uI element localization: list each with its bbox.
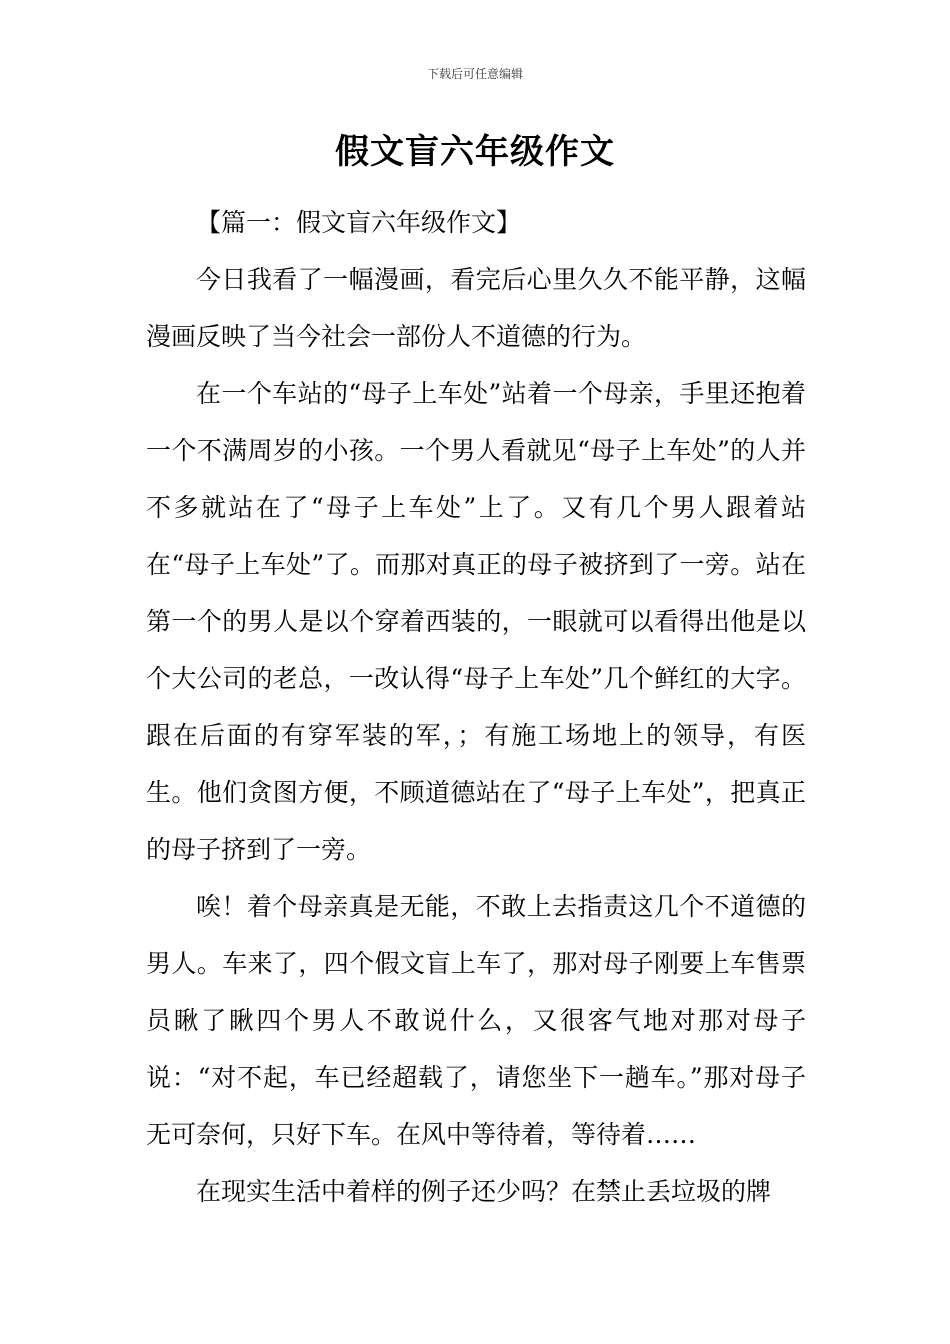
- paragraph-2: 在一个车站的“母子上车处”站着一个母亲，手里还抱着一个不满周岁的小孩。一个男人看就见“母子上车处”的人并不多就站在了“母子上车处”上了。又有几个男人跟着站在“母子上车处”了。而那对真正的母子被挤到了一旁。站在第一个的男人是以个穿着西装的，一眼就可以看得出他是以个大公司的老总，一改认得“母子上车处”几个鲜红的大字。跟在后面的有穿军装的军，；有施工场地上的领导，有医生。他们贪图方便，不顾道德站在了“母子上车处”，把真正的母子挤到了一旁。: [146, 379, 806, 864]
- header-note: 下载后可任意编辑: [426, 67, 523, 81]
- paragraph-3: 唉！着个母亲真是无能，不敢上去指责这几个不道德的男人。车来了，四个假文盲上车了，那对母子刚要上车售票员瞅了瞅四个男人不敢说什么，又很客气地对那对母子说：“对不起，车已经超载了，请您坐下一趟车。”那对母子无可奈何，只好下车。在风中等待着，等待着……: [146, 892, 806, 1149]
- section-heading: 【篇一：假文盲六年级作文】: [196, 208, 522, 237]
- paragraph-4: 在现实生活中着样的例子还少吗？在禁止丢垃圾的牌: [196, 1177, 772, 1206]
- document-body: [146, 194, 806, 1220]
- document-title: 假文盲六年级作文: [335, 132, 615, 172]
- paragraph-1: 今日我看了一幅漫画，看完后心里久久不能平静，这幅漫画反映了当今社会一部份人不道德的行为。: [146, 265, 806, 351]
